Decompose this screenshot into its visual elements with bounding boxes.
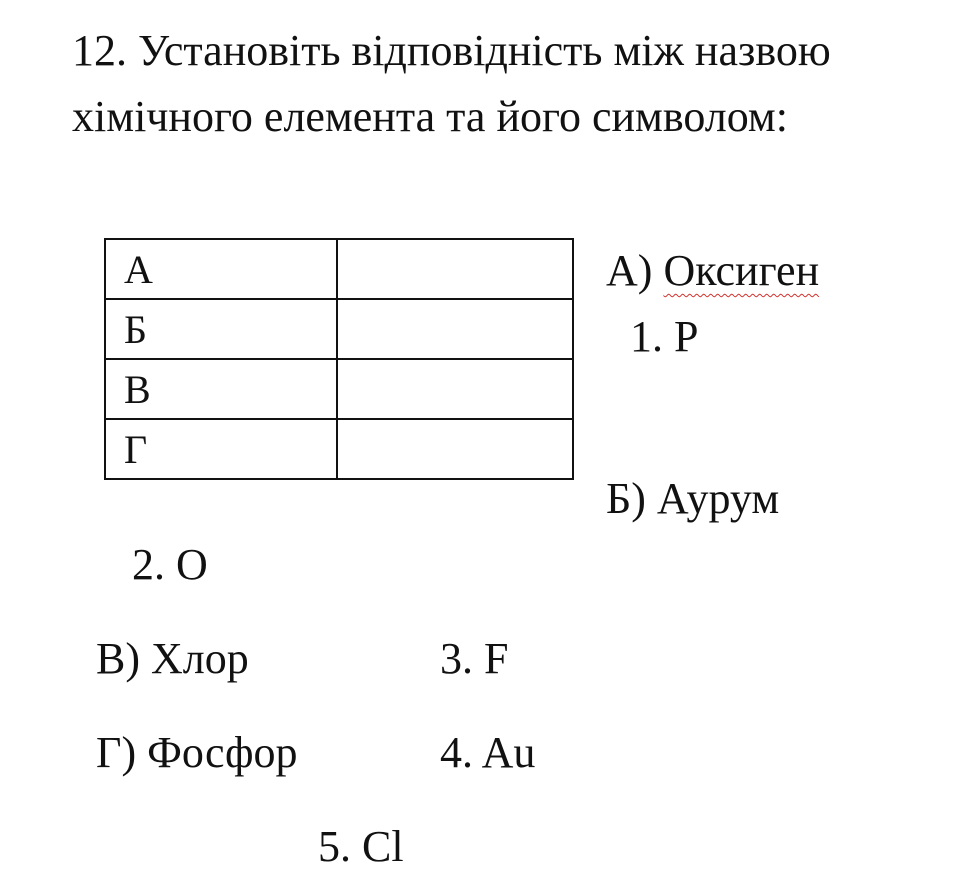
- option-name: Хлор: [151, 634, 249, 683]
- symbol-value: Cl: [362, 822, 404, 871]
- symbol-label: 5.: [318, 822, 351, 871]
- symbol-label: 1.: [630, 312, 663, 361]
- option-label: Б): [606, 474, 646, 523]
- question-text: [72, 18, 912, 150]
- answer-row-letter: Б: [105, 299, 337, 359]
- answer-row-letter: А: [105, 239, 337, 299]
- symbol-value: P: [674, 312, 699, 361]
- answer-row-letter: В: [105, 359, 337, 419]
- symbol-2: [132, 540, 208, 590]
- option-aurum: [606, 474, 779, 524]
- symbol-5: [318, 822, 404, 872]
- question-number: 12.: [72, 26, 127, 75]
- answer-cell[interactable]: [337, 419, 573, 479]
- symbol-value: O: [176, 540, 208, 589]
- symbol-4: [440, 728, 535, 778]
- option-name: Оксиген: [663, 246, 820, 295]
- option-label: А): [606, 246, 653, 295]
- option-label: Г): [96, 728, 137, 777]
- symbol-label: 2.: [132, 540, 165, 589]
- answer-cell[interactable]: [337, 239, 573, 299]
- option-oxygen: [606, 246, 819, 296]
- answer-row: [105, 359, 573, 419]
- question-body: Установіть відповідність між назвою хімічного елемента та його символом:: [72, 26, 831, 141]
- answer-cell[interactable]: [337, 299, 573, 359]
- answer-cell[interactable]: [337, 359, 573, 419]
- symbol-1: [630, 312, 698, 362]
- symbol-value: Au: [481, 728, 536, 777]
- option-label: В): [96, 634, 140, 683]
- symbol-3: [440, 634, 508, 684]
- symbol-value: F: [484, 634, 509, 683]
- answer-row: [105, 299, 573, 359]
- answer-grid: [104, 238, 574, 480]
- answer-row: [105, 419, 573, 479]
- option-phosphorus: [96, 728, 298, 778]
- symbol-label: 3.: [440, 634, 473, 683]
- answer-row: [105, 239, 573, 299]
- symbol-label: 4.: [440, 728, 473, 777]
- option-name: Аурум: [656, 474, 780, 523]
- option-name: Фосфор: [147, 728, 298, 777]
- answer-row-letter: Г: [105, 419, 337, 479]
- option-chlorine: [96, 634, 249, 684]
